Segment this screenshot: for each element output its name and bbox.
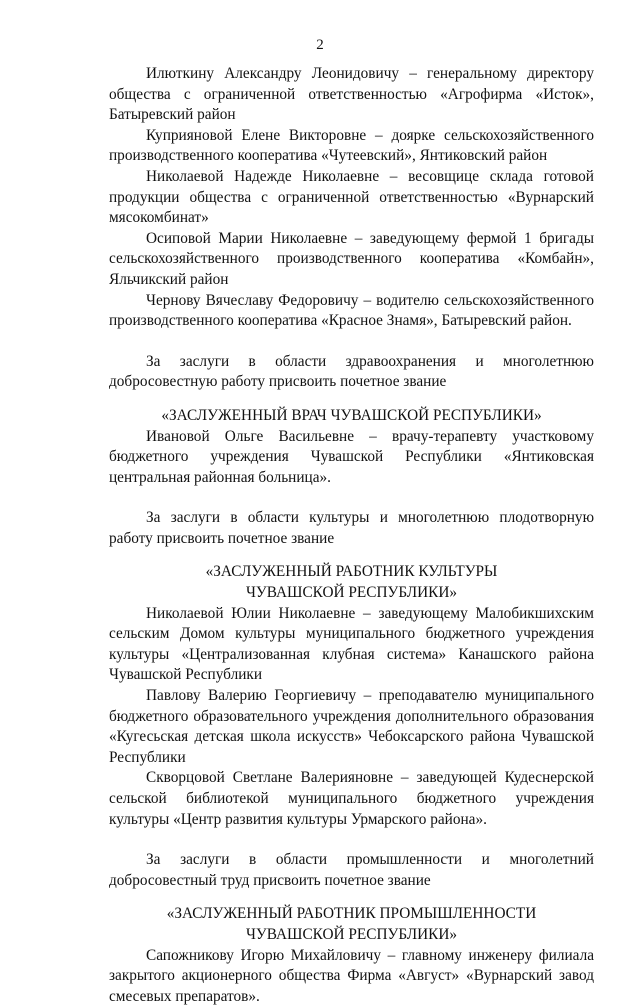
title-heading-line2: ЧУВАШСКОЙ РЕСПУБЛИКИ» [245,584,458,602]
awardee-paragraph: Куприяновой Елене Викторовне – доярке сельскохозяйственного производственного кооператива «Чутеевский», Янтиковский район [109,126,594,165]
section-intro: За заслуги в области культуры и многолетнюю плодотворную работу присвоить почетное звание [109,509,594,547]
awardee-paragraph: Осиповой Марии Николаевне – заведующему фермой 1 бригады сельскохозяйственного производственного кооператива «Комбайн», Яльчикский район [109,229,594,288]
section-intro: За заслуги в области здравоохранения и многолетнюю добросовестную работу присвоить почетное звание [109,352,594,391]
title-heading: «ЗАСЛУЖЕННЫЙ ВРАЧ ЧУВАШСКОЙ РЕСПУБЛИКИ» [161,406,542,424]
awardee-paragraph: Николаевой Надежде Николаевне – весовщице склада готовой продукции общества с ограниченной ответственностью «Вурнарский мясокомбинат» [109,167,594,227]
title-heading-line2: ЧУВАШСКОЙ РЕСПУБЛИКИ» [245,925,458,943]
awardee-list-agriculture [109,64,594,332]
awardee-paragraph: Николаевой Юлии Николаевне – заведующему Малобикшихским сельским Домом культуры муниципального бюджетного учреждения культуры «Централизованная клубная система» Канашского района Чувашской Республики [109,604,594,684]
page-number: 2 [316,37,324,53]
section-intro: За заслуги в области промышленности и многолетний добросовестный труд присвоить почетное звание [109,851,594,889]
awardee-paragraph: Сапожникову Игорю Михайловичу – главному инженеру филиала закрытого акционерного общества Фирма «Август» «Вурнарский завод смесевых препаратов». [109,946,594,1005]
awardee-paragraph: Ивановой Ольге Васильевне – врачу-терапевту участковому бюджетного учреждения Чувашской Республики «Янтиковская центральная районная больница». [109,427,594,486]
section-honored-doctor [109,352,594,489]
awardee-paragraph: Скворцовой Светлане Валерияновне – заведующей Кудеснерской сельской библиотекой муниципального бюджетного учреждения культуры «Центр развития культуры Урмарского района». [109,769,594,828]
awardee-paragraph: Павлову Валерию Георгиевичу – преподавателю муниципального бюджетного образовательного учреждения дополнительного образования «Кугесьская детская школа искусств» Чебоксарского района Чувашской Республики [109,687,594,766]
awardee-paragraph: Чернову Вячеславу Федоровичу – водителю сельскохозяйственного производственного кооператива «Красное Знамя», Батыревский район. [109,291,594,330]
document-body [109,64,594,1007]
awardee-paragraph: Илюткину Александру Леонидовичу – генеральному директору общества с ограниченной ответственностью «Агрофирма «Исток», Батыревский район [109,65,594,124]
section-honored-culture-worker [109,508,594,830]
title-heading-line1: «ЗАСЛУЖЕННЫЙ РАБОТНИК ПРОМЫШЛЕННОСТИ [166,905,537,923]
section-honored-industry-worker [109,850,594,1007]
title-heading-line1: «ЗАСЛУЖЕННЫЙ РАБОТНИК КУЛЬТУРЫ [205,563,498,581]
